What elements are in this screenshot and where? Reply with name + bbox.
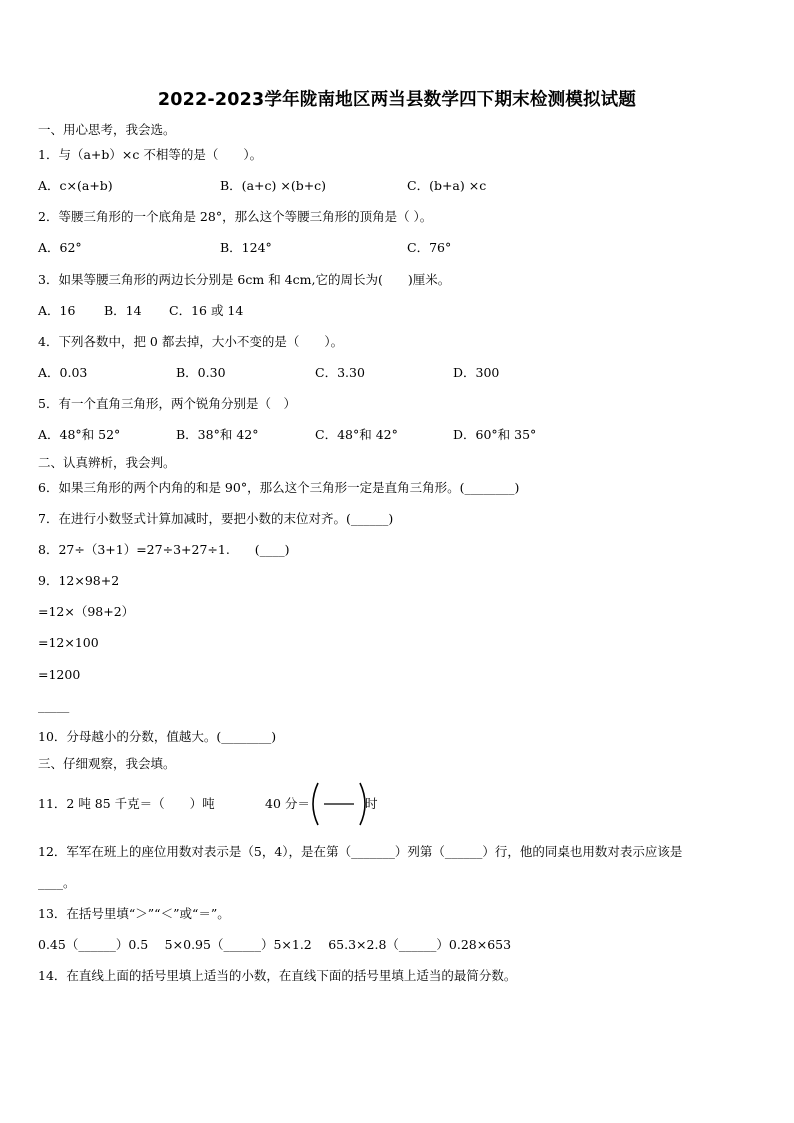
q4-option-a: A．0.03 (38, 365, 88, 380)
question-9-answer-blank: _____ (38, 698, 70, 713)
question-13-items: 0.45（______）0.5 5×0.95（______）5×1.2 65.3×2.8（______）0.28×653 (38, 937, 512, 952)
question-1: 1．与（a+b）×c 不相等的是（ ）。 (38, 147, 263, 162)
question-4: 4．下列各数中，把 0 都去掉，大小不变的是（ ）。 (38, 334, 344, 349)
q3-option-c: C．16 或 14 (169, 303, 244, 318)
q2-option-c: C．76° (407, 240, 452, 255)
question-7: 7．在进行小数竖式计算加减时，要把小数的末位对齐。(______) (38, 511, 394, 526)
question-11-part-2: 40 分＝ (265, 796, 310, 811)
section-heading-2: 二、认真辨析，我会判。 (38, 455, 176, 470)
q1-option-a: A．c×(a+b) (38, 178, 113, 193)
question-3: 3．如果等腰三角形的两边长分别是 6cm 和 4cm,它的周长为( )厘米。 (38, 272, 451, 287)
question-9-line-4: =1200 (38, 667, 81, 682)
section-heading-3: 三、仔细观察，我会填。 (38, 756, 176, 771)
question-10: 10．分母越小的分数，值越大。(________) (38, 729, 277, 744)
q5-option-d: D．60°和 35° (453, 427, 537, 442)
question-8: 8．27÷（3+1）=27÷3+27÷1. (____) (38, 542, 290, 557)
question-12-line-1: 12．军军在班上的座位用数对表示是（5，4），是在第（_______）列第（______）行，他的同桌也用数对表示应该是 (38, 844, 683, 859)
question-6: 6．如果三角形的两个内角的和是 90°，那么这个三角形一定是直角三角形。(________) (38, 480, 520, 495)
question-5: 5．有一个直角三角形，两个锐角分别是（ ） (38, 396, 296, 411)
q1-option-c: C．(b+a) ×c (407, 178, 487, 193)
question-11-unit: 时 (365, 796, 378, 811)
q3-option-b: B．14 (104, 303, 142, 318)
q5-option-a: A．48°和 52° (38, 427, 121, 442)
question-12-line-2: ____。 (38, 875, 76, 890)
q4-option-b: B．0.30 (176, 365, 226, 380)
q4-option-d: D．300 (453, 365, 500, 380)
question-9-line-1: 9．12×98+2 (38, 573, 120, 588)
q5-option-b: B．38°和 42° (176, 427, 259, 442)
page-title: 2022-2023学年陇南地区两当县数学四下期末检测模拟试题 (157, 90, 637, 110)
question-9-line-3: =12×100 (38, 635, 99, 650)
q2-option-a: A．62° (38, 240, 82, 255)
section-heading-1: 一、用心思考，我会选。 (38, 122, 176, 137)
question-2: 2．等腰三角形的一个底角是 28°，那么这个等腰三角形的顶角是（ ）。 (38, 209, 433, 224)
q2-option-b: B．124° (220, 240, 272, 255)
question-14: 14．在直线上面的括号里填上适当的小数，在直线下面的括号里填上适当的最简分数。 (38, 968, 517, 983)
question-9-line-2: =12×（98+2） (38, 604, 135, 619)
q5-option-c: C．48°和 42° (315, 427, 398, 442)
q3-option-a: A．16 (38, 303, 76, 318)
question-13: 13．在括号里填“＞”“＜”或“＝”。 (38, 906, 230, 921)
q4-option-c: C．3.30 (315, 365, 365, 380)
q1-option-b: B．(a+c) ×(b+c) (220, 178, 327, 193)
question-11-part-1: 11．2 吨 85 千克＝（ ）吨 (38, 796, 215, 811)
